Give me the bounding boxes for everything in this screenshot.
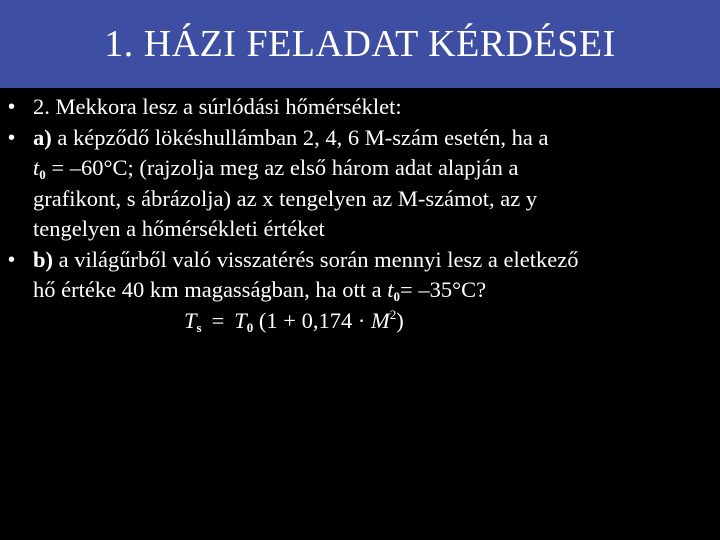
- text-segment: a képződő lökéshullámban 2, 4, 6 M-szám esetén, ha a: [51, 124, 549, 150]
- text-segment: a világűrből való visszatérés során mennyi lesz a eletkező: [53, 246, 579, 272]
- formula: [33, 306, 716, 337]
- formula-equals: =: [211, 307, 225, 333]
- bullet-text: [33, 92, 716, 123]
- formula-variable: T: [234, 307, 247, 333]
- variable: t: [33, 155, 40, 180]
- text-segment: = –60°C; (rajzolja meg az első három adat alapján a: [45, 155, 519, 180]
- text-line: tengelyen a hőmérsékleti értéket: [33, 216, 325, 241]
- formula-text: (1 + 0,174 ·: [253, 307, 371, 333]
- formula-variable: T: [184, 307, 197, 333]
- bullet-icon: •: [8, 96, 16, 118]
- bullet-icon: •: [8, 126, 16, 149]
- bullet-text: [33, 245, 716, 337]
- subscript: 0: [393, 289, 401, 304]
- item-label: b): [33, 246, 54, 272]
- subscript: 0: [39, 167, 46, 182]
- bullet-text: [33, 123, 716, 245]
- slide-content: [0, 92, 720, 336]
- text-segment: hő értéke 40 km magasságban, ha ott a: [33, 277, 388, 302]
- text-segment: = –35°C?: [400, 277, 487, 302]
- bullet-item-2: [0, 123, 720, 245]
- text-line: [33, 123, 716, 154]
- slide-title: 1. HÁZI FELADAT KÉRDÉSEI: [104, 23, 616, 65]
- title-bar: [0, 0, 720, 88]
- bullet-item-3: [0, 245, 720, 337]
- item-label: a): [33, 124, 52, 150]
- variable: t: [387, 277, 394, 302]
- formula-variable: M: [370, 307, 390, 333]
- text-line: grafikont, s ábrázolja) az x tengelyen az M-számot, az y: [33, 185, 538, 211]
- formula-subscript: 0: [246, 319, 254, 335]
- bullet-icon: •: [8, 248, 16, 271]
- text-line: [33, 245, 716, 276]
- question-heading: 2. Mekkora lesz a súrlódási hőmérséklet:: [33, 94, 402, 119]
- formula-subscript: s: [196, 319, 202, 335]
- text-line: [33, 275, 716, 306]
- text-line: [33, 153, 716, 184]
- formula-superscript: 2: [389, 306, 397, 322]
- formula-text: ): [396, 307, 404, 333]
- bullet-item-1: [0, 92, 720, 123]
